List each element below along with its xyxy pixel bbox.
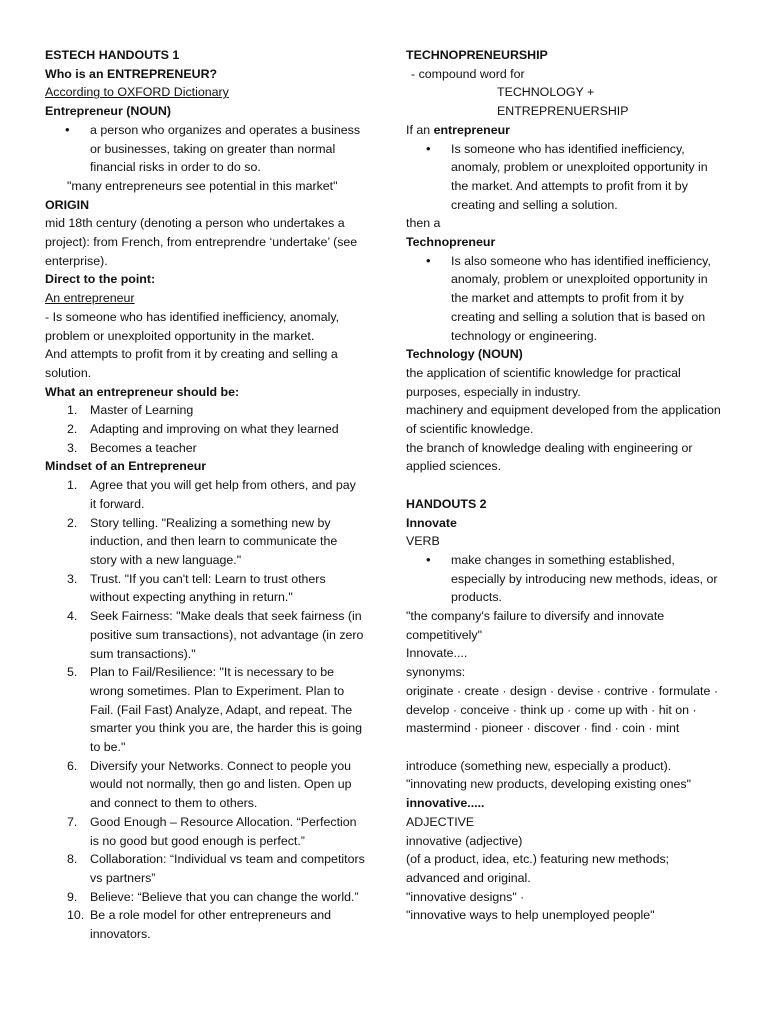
entrepreneur-word: entrepreneur — [433, 122, 510, 137]
list-item — [45, 570, 365, 607]
list-number: 10. — [67, 908, 85, 923]
bullet-item: • Is someone who has identified inefficiency, anomaly, problem or unexploited opportunity in the market. And attempts to profit from it by creating and selling a solution. — [406, 140, 726, 215]
innovate-example-2: "innovating new products, developing existing ones" — [406, 777, 692, 792]
technology-def-2: machinery and equipment developed from the application of scientific knowledge. — [406, 403, 721, 437]
list-number: 4. — [67, 609, 78, 624]
list-number: 6. — [67, 758, 78, 773]
list-text: Story telling. "Realizing a something new by induction, and then learn to communicate the story with a new language." — [90, 515, 338, 567]
bullet-item: • make changes in something established, especially by introducing new methods, ideas, or products. — [406, 551, 726, 607]
formula-line: TECHNOLOGY + ENTREPRENUERSHIP — [497, 85, 629, 119]
mindset-list — [45, 476, 365, 944]
technology-heading: Technology (NOUN) — [406, 347, 523, 362]
entrepreneur-question: Who is an ENTREPRENEUR? — [45, 66, 218, 81]
direct-line-2: And attempts to profit from it by creating and selling a solution. — [45, 347, 338, 380]
list-number: 2. — [67, 515, 78, 530]
direct-line-1: - Is someone who has identified inefficiency, anomaly, problem or unexploited opportunity in the market. — [45, 309, 340, 343]
list-text: Good Enough – Resource Allocation. “Perfection is no good but good enough is perfect.” — [90, 814, 357, 848]
innovative-heading: innovative..... — [406, 796, 485, 811]
an-entrepreneur-label: An entrepreneur — [45, 291, 135, 306]
usage-example: "many entrepreneurs see potential in this market" — [67, 178, 338, 193]
list-text: Diversify your Networks. Connect to people you would not normally, then go and listen. Open up and connect to them to others. — [90, 758, 352, 811]
innovative-example-1: "innovative designs" · — [406, 889, 525, 904]
list-number: 9. — [67, 889, 78, 904]
mindset-heading: Mindset of an Entrepreneur — [45, 459, 207, 474]
list-item — [45, 757, 365, 813]
technology-def-3: the branch of knowledge dealing with engineering or applied sciences. — [406, 440, 693, 474]
technopreneur-bullets — [406, 252, 726, 346]
list-number: 3. — [67, 440, 78, 455]
list-item — [45, 439, 365, 458]
synonyms-label: synonyms: — [406, 665, 466, 680]
list-text: Be a role model for other entrepreneurs and innovators. — [90, 908, 332, 942]
innovate-bullets — [406, 551, 726, 607]
should-be-list — [45, 401, 365, 457]
origin-heading: ORIGIN — [45, 197, 90, 212]
innovative-adjective: innovative (adjective) — [406, 833, 523, 848]
then-a-line: then a — [406, 216, 441, 231]
list-item — [45, 401, 365, 420]
list-number: 5. — [67, 665, 78, 680]
handout-title: ESTECH HANDOUTS 1 — [45, 48, 180, 62]
list-item — [45, 850, 365, 887]
list-item — [45, 420, 365, 439]
list-item — [45, 906, 365, 943]
list-number: 3. — [67, 571, 78, 586]
list-item — [45, 607, 365, 663]
list-item — [45, 888, 365, 907]
noun-heading: Entrepreneur (NOUN) — [45, 104, 171, 119]
list-number: 1. — [67, 478, 78, 493]
list-item — [45, 663, 365, 757]
if-an-text: If an — [406, 122, 434, 137]
list-item — [45, 476, 365, 513]
spacer — [406, 476, 726, 495]
list-text: Collaboration: “Individual vs team and competitors vs partners” — [90, 852, 365, 885]
synonyms-text: originate · create · design · devise · contrive · formulate · develop · conceive · think up · come up with · hit on · mastermind · pioneer · discover · find · coin · mint — [406, 683, 718, 736]
list-text: Adapting and improving on what they learned — [90, 422, 339, 437]
list-number: 1. — [67, 403, 78, 418]
definition-list — [45, 121, 365, 177]
innovative-definition: (of a product, idea, etc.) featuring new methods; advanced and original. — [406, 852, 670, 885]
if-an-line — [406, 121, 726, 140]
list-number: 7. — [67, 814, 78, 829]
list-text: Seek Fairness: "Make deals that seek fairness (in positive sum transactions), not advantage (in zero sum transactions)." — [90, 609, 364, 661]
list-text: Plan to Fail/Resilience: "It is necessary to be wrong sometimes. Plan to Experiment. Plan to Fail. (Fail Fast) Analyze, Adapt, and repeat. The smarter you think you are, the harder this is going to be." — [90, 665, 363, 755]
origin-text: mid 18th century (denoting a person who undertakes a project): from French, from entreprendre ‘undertake’ (see enterprise). — [45, 216, 358, 268]
list-number: 2. — [67, 422, 78, 437]
left-column — [45, 46, 365, 944]
introduce-line: introduce (something new, especially a product). — [406, 758, 672, 773]
direct-heading: Direct to the point: — [45, 272, 156, 287]
compound-line: - compound word for — [411, 66, 525, 81]
right-column — [406, 46, 726, 925]
list-text: Trust. "If you can't tell: Learn to trust others without expecting anything in return." — [90, 571, 326, 605]
technology-def-1: the application of scientific knowledge for practical purposes, especially in industry. — [406, 365, 681, 399]
innovate-heading: Innovate — [406, 515, 457, 530]
should-be-heading: What an entrepreneur should be: — [45, 384, 240, 399]
technopreneur-heading: Technopreneur — [406, 235, 496, 250]
verb-label: VERB — [406, 534, 440, 549]
bullet-item: • Is also someone who has identified inefficiency, anomaly, problem or unexploited opportunity in the market and attempts to profit from it by creating and selling a solution that is based on technology or engineering. — [406, 252, 726, 346]
list-text: Master of Learning — [90, 403, 194, 418]
innovate-dots: Innovate.... — [406, 646, 468, 661]
entrepreneur-bullets — [406, 140, 726, 215]
adjective-label: ADJECTIVE — [406, 814, 475, 829]
list-text: Believe: “Believe that you can change the world.” — [90, 889, 359, 904]
innovative-example-2: "innovative ways to help unemployed people" — [406, 908, 655, 923]
innovate-example-1: "the company's failure to diversify and innovate competitively" — [406, 609, 665, 642]
definition-item: • a person who organizes and operates a business or businesses, taking on greater than normal financial risks in order to do so. — [45, 121, 365, 177]
list-text: Agree that you will get help from others, and pay it forward. — [90, 478, 356, 511]
list-item — [45, 813, 365, 850]
list-number: 8. — [67, 852, 78, 867]
handouts-2-title: HANDOUTS 2 — [406, 496, 487, 511]
technopreneurship-title: TECHNOPRENEURSHIP — [406, 48, 548, 62]
source-line: According to OXFORD Dictionary — [45, 85, 229, 100]
spacer — [406, 738, 726, 757]
list-item — [45, 514, 365, 570]
list-text: Becomes a teacher — [90, 440, 197, 455]
